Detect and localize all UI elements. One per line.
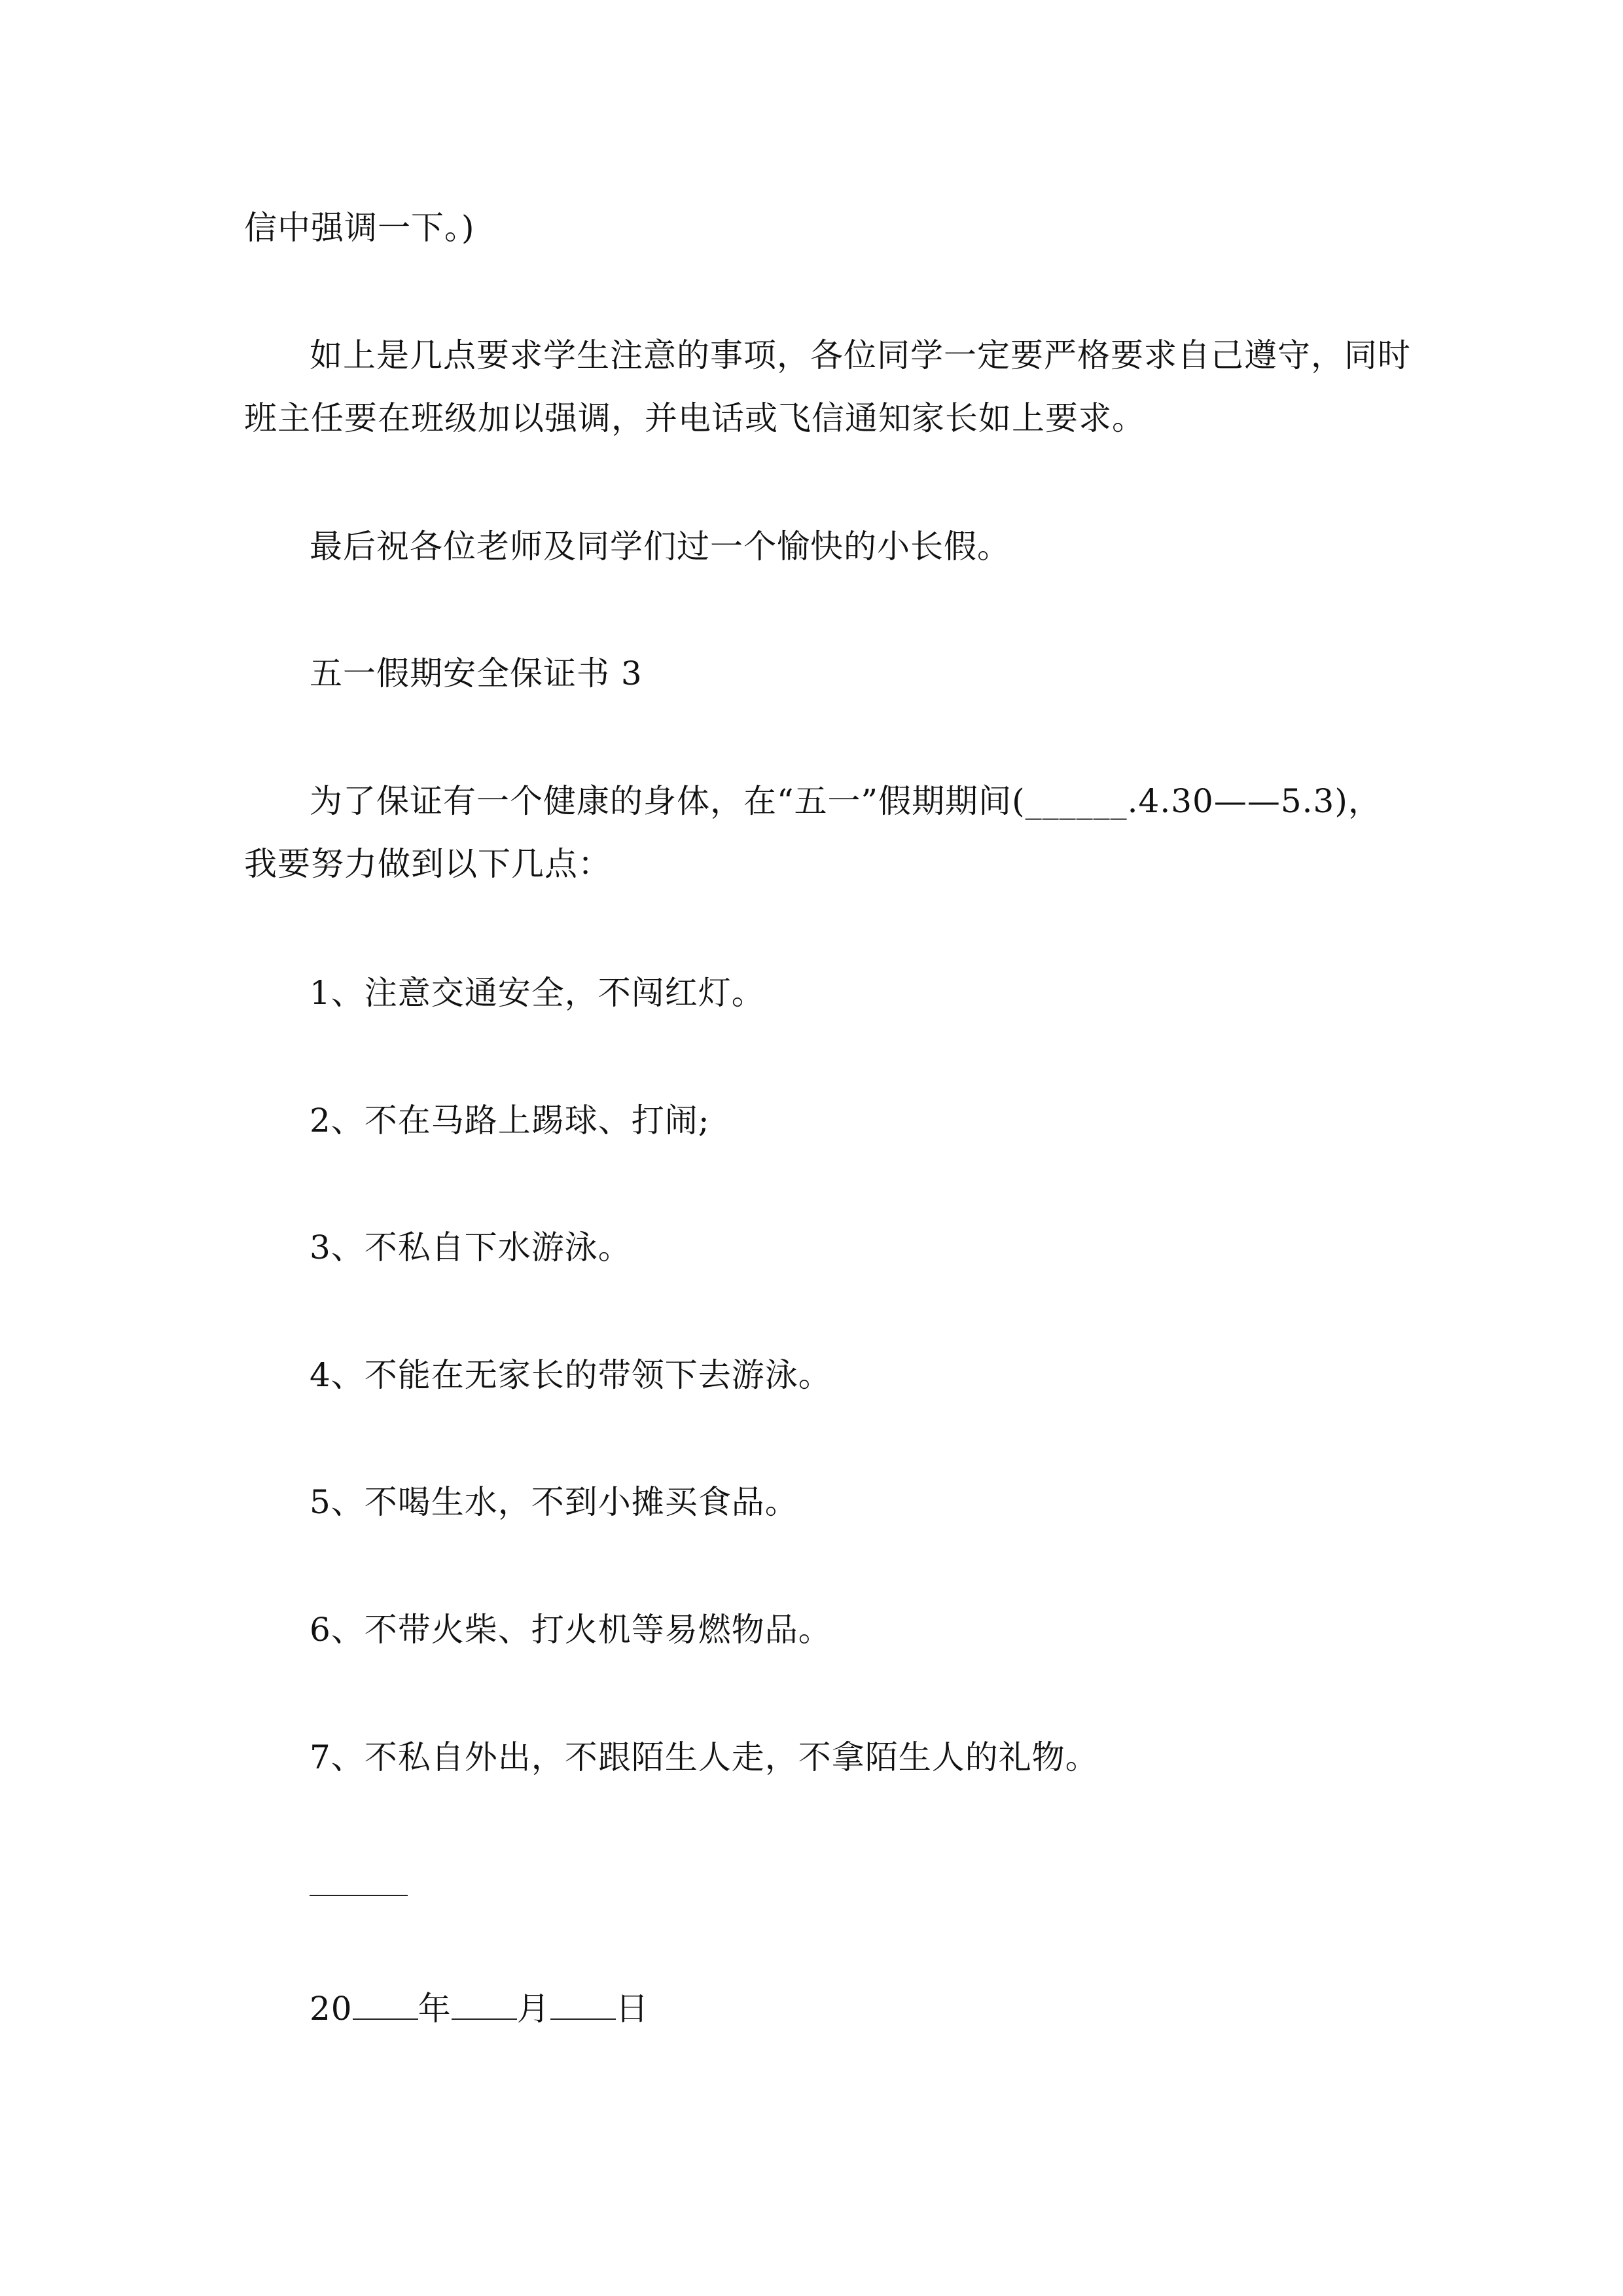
date-day-blank xyxy=(550,1992,616,2020)
date-year-prefix: 20 xyxy=(310,1990,353,2028)
date-month-blank xyxy=(452,1992,517,2020)
list-item-1: 1、注意交通安全，不闯红灯。 xyxy=(310,974,765,1012)
section-heading: 五一假期安全保证书 3 xyxy=(310,655,643,692)
list-item-5: 5、不喝生水，不到小摊买食品。 xyxy=(310,1483,798,1521)
list-item-4: 4、不能在无家长的带领下去游泳。 xyxy=(310,1356,832,1394)
list-item-2: 2、不在马路上踢球、打闹; xyxy=(310,1102,710,1139)
continued-text: 信中强调一下。) xyxy=(244,209,475,247)
list-item-6: 6、不带火柴、打火机等易燃物品。 xyxy=(310,1611,832,1649)
date-year-label: 年 xyxy=(418,1990,452,2028)
date-year-blank xyxy=(353,1992,418,2020)
list-item-3: 3、不私自下水游泳。 xyxy=(310,1229,632,1266)
paragraph-requirements-line-1: 如上是几点要求学生注意的事项，各位同学一定要严格要求自己遵守，同时 xyxy=(310,336,1411,374)
intro-line-1: 为了保证有一个健康的身体，在“五一”假期期间(______.4.30——5.3)， xyxy=(310,782,1382,820)
list-item-7: 7、不私自外出，不跟陌生人走，不拿陌生人的礼物。 xyxy=(310,1738,1099,1776)
date-line xyxy=(310,1985,649,2032)
date-day-label: 日 xyxy=(615,1990,649,2028)
intro-line-2: 我要努力做到以下几点： xyxy=(244,845,611,883)
signature-blank-line xyxy=(310,1895,408,1896)
closing-wish: 最后祝各位老师及同学们过一个愉快的小长假。 xyxy=(310,528,1010,565)
date-month-label: 月 xyxy=(516,1990,550,2028)
paragraph-requirements-line-2: 班主任要在班级加以强调，并电话或飞信通知家长如上要求。 xyxy=(244,399,1145,437)
